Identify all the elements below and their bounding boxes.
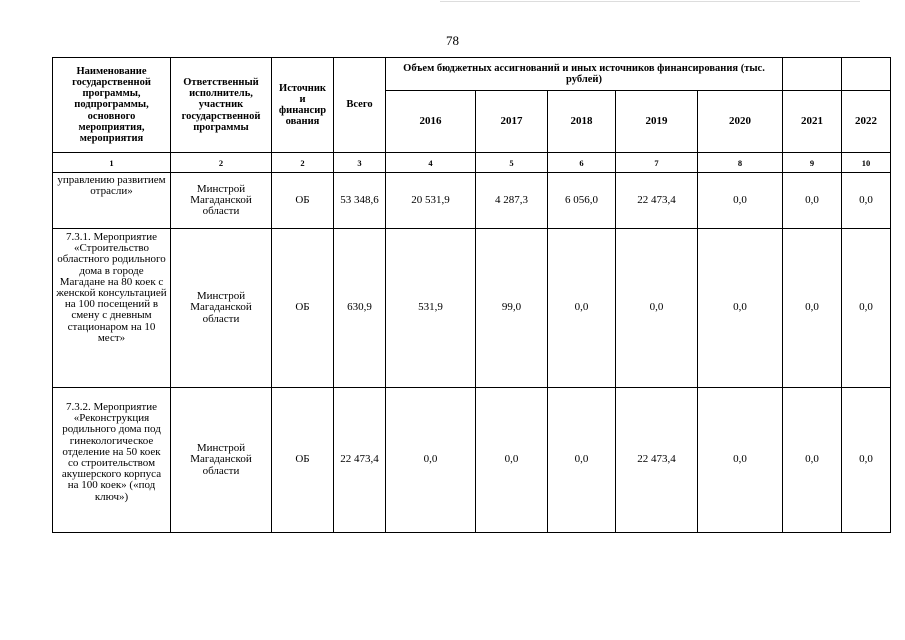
row-value-2019: 0,0 — [616, 229, 698, 388]
header-year-2018: 2018 — [548, 91, 616, 153]
table-row — [53, 173, 891, 229]
row-value-2017: 0,0 — [476, 388, 548, 533]
row-value-2016: 0,0 — [386, 388, 476, 533]
row-name: 7.3.2. Мероприятие «Реконструкция родильного дома под гинекологическое отделение на 50 коек со строительством акушерского корпуса на 100 коек» («под ключ») — [53, 388, 171, 533]
scan-artifact — [440, 1, 860, 2]
table-row — [53, 388, 891, 533]
table-row — [53, 229, 891, 388]
column-number: 10 — [842, 153, 891, 173]
row-total: 22 473,4 — [334, 388, 386, 533]
header-source: Источник и финансир ования — [272, 58, 334, 153]
column-number: 1 — [53, 153, 171, 173]
column-number: 3 — [334, 153, 386, 173]
header-responsible: Ответственный исполнитель, участник государственной программы — [171, 58, 272, 153]
row-total: 630,9 — [334, 229, 386, 388]
row-source: ОБ — [272, 229, 334, 388]
row-value-2020: 0,0 — [698, 388, 783, 533]
row-value-2018: 0,0 — [548, 388, 616, 533]
row-value-2017: 4 287,3 — [476, 173, 548, 229]
page-number: 78 — [446, 33, 459, 48]
row-name: 7.3.1. Мероприятие «Строительство областного родильного дома в городе Магадане на 80 коек с женской консультацией на 100 посещений в смену с дневным стационаром на 10 мест» — [53, 229, 171, 388]
column-number: 2 — [272, 153, 334, 173]
header-year-2016: 2016 — [386, 91, 476, 153]
row-value-2016: 20 531,9 — [386, 173, 476, 229]
row-value-2021: 0,0 — [783, 173, 842, 229]
column-number: 2 — [171, 153, 272, 173]
row-value-2016: 531,9 — [386, 229, 476, 388]
row-responsible: Минстрой Магаданской области — [171, 173, 272, 229]
column-number: 5 — [476, 153, 548, 173]
header-blank-2021 — [783, 58, 842, 91]
row-responsible: Минстрой Магаданской области — [171, 229, 272, 388]
header-total: Всего — [334, 58, 386, 153]
row-value-2022: 0,0 — [842, 173, 891, 229]
header-year-2017: 2017 — [476, 91, 548, 153]
header-year-2021: 2021 — [783, 91, 842, 153]
row-value-2021: 0,0 — [783, 388, 842, 533]
row-value-2020: 0,0 — [698, 229, 783, 388]
row-total: 53 348,6 — [334, 173, 386, 229]
header-year-2020: 2020 — [698, 91, 783, 153]
column-number: 6 — [548, 153, 616, 173]
header-funding-group: Объем бюджетных ассигнований и иных источников финансирования (тыс. рублей) — [386, 58, 783, 91]
row-value-2021: 0,0 — [783, 229, 842, 388]
row-value-2020: 0,0 — [698, 173, 783, 229]
row-value-2018: 6 056,0 — [548, 173, 616, 229]
row-source: ОБ — [272, 173, 334, 229]
budget-table — [52, 57, 891, 533]
row-value-2018: 0,0 — [548, 229, 616, 388]
row-responsible: Минстрой Магаданской области — [171, 388, 272, 533]
header-year-2022: 2022 — [842, 91, 891, 153]
row-name: управлению развитием отрасли» — [53, 173, 171, 229]
row-value-2019: 22 473,4 — [616, 388, 698, 533]
row-value-2022: 0,0 — [842, 229, 891, 388]
column-number: 9 — [783, 153, 842, 173]
row-source: ОБ — [272, 388, 334, 533]
row-value-2019: 22 473,4 — [616, 173, 698, 229]
header-name: Наименование государственной программы, подпрограммы, основного мероприятия, мероприятия — [53, 58, 171, 153]
column-number: 7 — [616, 153, 698, 173]
column-number: 4 — [386, 153, 476, 173]
header-year-2019: 2019 — [616, 91, 698, 153]
header-blank-2022 — [842, 58, 891, 91]
row-value-2017: 99,0 — [476, 229, 548, 388]
row-value-2022: 0,0 — [842, 388, 891, 533]
column-number: 8 — [698, 153, 783, 173]
